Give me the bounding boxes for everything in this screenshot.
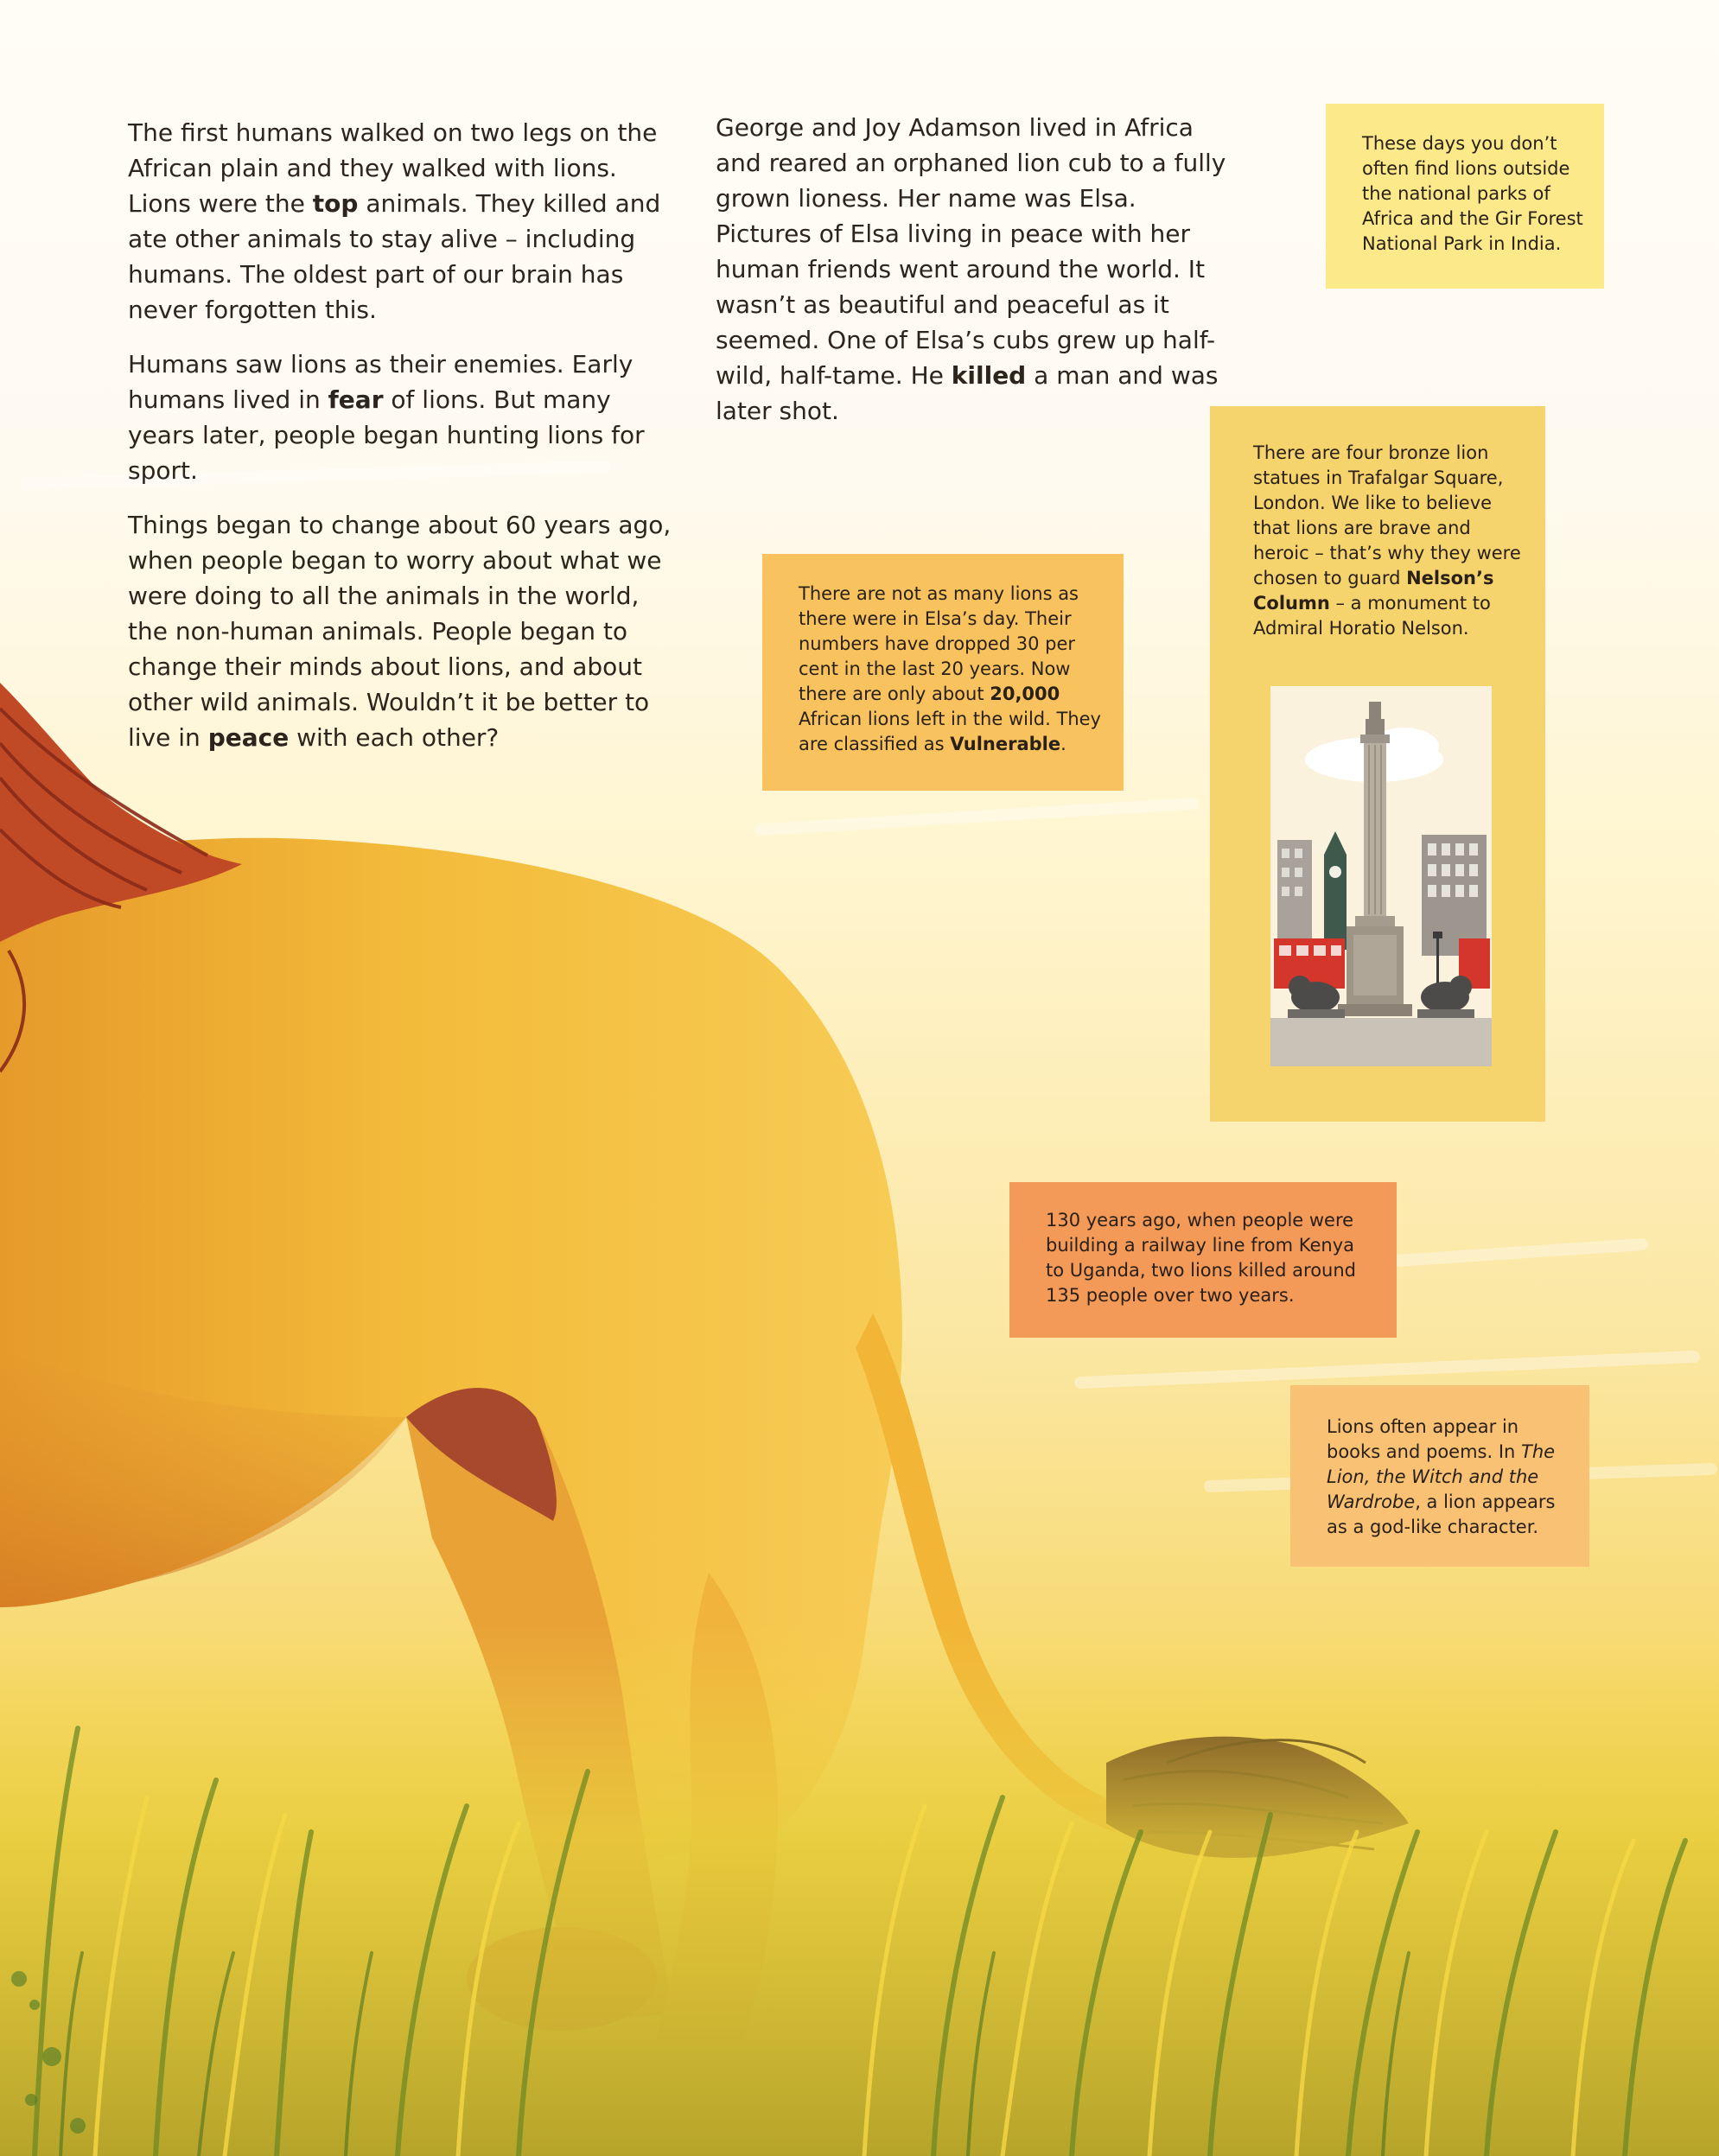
- fact-box-national-parks: [1326, 104, 1604, 289]
- fact-box-railway: [1009, 1182, 1397, 1338]
- enemies-paragraph: Humans saw lions as their enemies. Early humans lived in fear of lions. But many years later, people began hunting lions for sport.: [128, 350, 645, 485]
- middle-column: [716, 110, 1234, 448]
- nelsons-column-illustration: [1270, 686, 1492, 1066]
- change-paragraph: Things began to change about 60 years ago, when people began to worry about what we were doing to all the animals in the world, the non-human animals. People began to change their minds about lions, and about other wild animals. Wouldn’t it be better to live in peace with each other?: [128, 511, 672, 752]
- fact-box-books: Lions often appear in books and poems. In The Lion, the Witch and the Wardrobe, a lion appears as a god-like character.: [1290, 1385, 1589, 1567]
- fact-box-lion-numbers: There are not as many lions as there were in Elsa’s day. Their numbers have dropped 30 per cent in the last 20 years. Now there are only about 20,000 African lions left in the wild. They are classified as Vulnerable.: [762, 554, 1124, 791]
- elsa-paragraph: George and Joy Adamson lived in Africa and reared an orphaned lion cub to a fully grown lioness. Her name was Elsa. Pictures of Elsa living in peace with her human friends went around the world. It wasn’t as beautiful and peaceful as it seemed. One of Elsa’s cubs grew up half-wild, half-tame. He killed a man and was later shot.: [716, 113, 1226, 425]
- fact-box-national-parks-text: These days you don’t often find lions outside the national parks of Africa and the Gir Forest National Park in India.: [1362, 133, 1583, 254]
- intro-paragraph: The first humans walked on two legs on the African plain and they walked with lions. Lions were the top animals. They killed and ate other animals to stay alive – including humans. The oldest part of our brain has never forgotten this.: [128, 118, 661, 324]
- fact-box-trafalgar-text: There are four bronze lion statues in Trafalgar Square, London. We like to believe that lions are brave and heroic – that’s why they were chosen to guard Nelson’s Column – a monument to Admiral Horatio Nelson.: [1253, 442, 1521, 639]
- left-column: [128, 115, 681, 774]
- fact-box-railway-text: 130 years ago, when people were building a railway line from Kenya to Uganda, two lions killed around 135 people over two years.: [1046, 1210, 1356, 1306]
